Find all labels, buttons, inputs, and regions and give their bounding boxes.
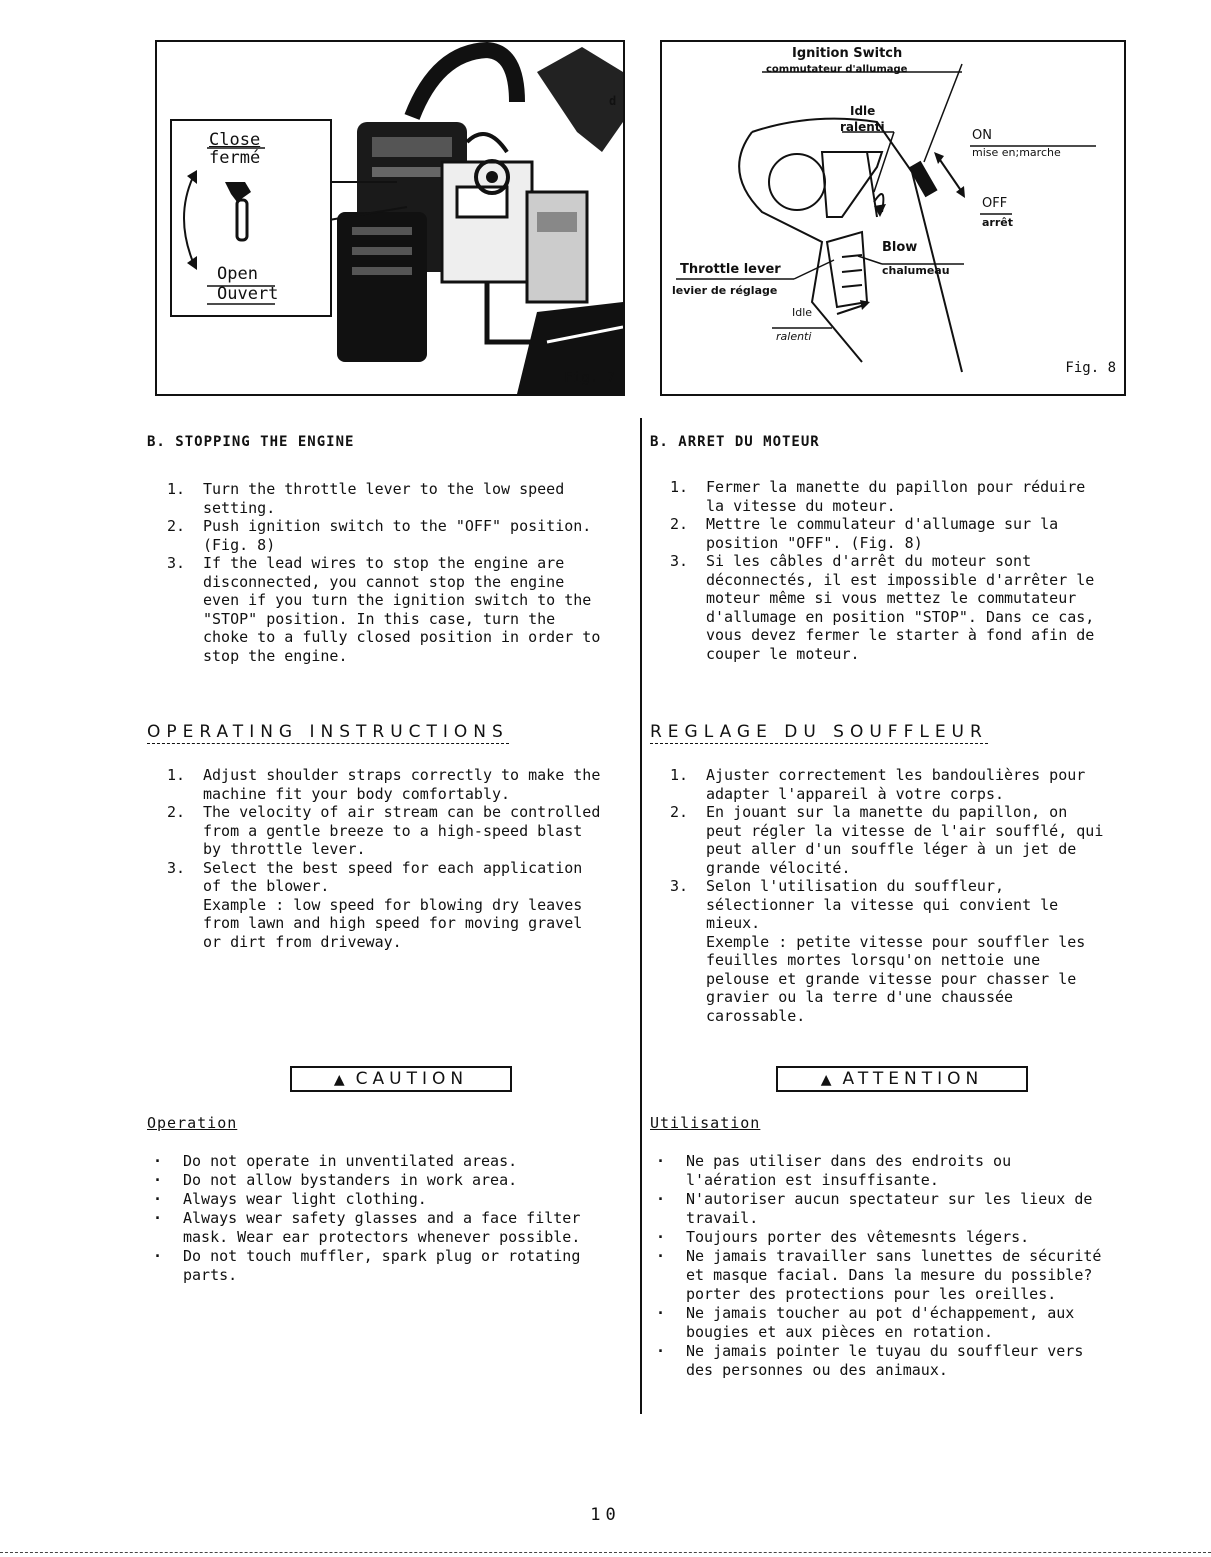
step-number: 3. xyxy=(670,552,689,570)
fr-caution-label: ATTENTION xyxy=(842,1069,984,1089)
fig8-off-en: OFF xyxy=(982,196,1008,211)
figure-8-illustration xyxy=(662,42,1124,394)
step-text: En jouant sur la manette du papillon, on peut régler la vitesse de l'air soufflé, qui peut aller d'un souffle léger à un jet de grande vélocité. xyxy=(706,803,1104,877)
fig7-ferme-label: fermé xyxy=(209,148,261,168)
bullet-item: · Ne jamais toucher au pot d'échappement, aux bougies et aux pièces en rotation. xyxy=(650,1304,1180,1342)
step-item xyxy=(147,859,637,952)
fig8-idle-top-en: Idle xyxy=(850,104,876,118)
fr-operation-bullets xyxy=(650,1152,1180,1380)
fr-operating-steps xyxy=(650,766,1170,1025)
fig8-throttle-en: Throttle lever xyxy=(680,262,781,277)
step-item xyxy=(147,554,637,665)
fr-operating-heading xyxy=(650,722,988,744)
fig8-blow-fr: chalumeau xyxy=(882,264,950,277)
warning-triangle-icon: ▲ xyxy=(333,1072,350,1088)
step-item xyxy=(650,877,1170,1025)
bullet-item: · Always wear light clothing. xyxy=(147,1190,637,1209)
step-text: Turn the throttle lever to the low speed setting. xyxy=(203,480,565,517)
step-item xyxy=(650,552,1170,663)
en-caution-box xyxy=(290,1066,512,1092)
page-number: 10 xyxy=(590,1505,621,1525)
bullet-item: · Ne jamais travailler sans lunettes de sécurité et masque facial. Dans la mesure du possible? porter des protections pour les oreilles. xyxy=(650,1247,1180,1304)
step-text: The velocity of air stream can be controlled from a gentle breeze to a high-speed blast by throttle lever. xyxy=(203,803,601,858)
fig8-off-fr: arrêt xyxy=(982,216,1013,229)
figure-7 xyxy=(155,40,625,396)
bullet-item: · Do not operate in unventilated areas. xyxy=(147,1152,637,1171)
bullet-item: · Ne pas utiliser dans des endroits ou l'aération est insuffisante. xyxy=(650,1152,1180,1190)
warning-triangle-icon: ▲ xyxy=(820,1072,837,1088)
step-number: 2. xyxy=(167,517,186,535)
en-stopping-steps xyxy=(147,480,637,665)
fig8-on-fr: mise en;marche xyxy=(972,146,1061,159)
step-item xyxy=(147,480,637,517)
bullet-item: · Toujours porter des vêtemesnts légers. xyxy=(650,1228,1180,1247)
step-item xyxy=(650,478,1170,515)
en-operating-title: OPERATING INSTRUCTIONS xyxy=(147,722,509,742)
fig8-idle-bottom-fr: ralenti xyxy=(776,330,812,343)
step-number: 1. xyxy=(167,480,186,498)
step-text: Fermer la manette du papillon pour réduire la vitesse du moteur. xyxy=(706,478,1086,515)
bullet-item: · N'autoriser aucun spectateur sur les lieux de travail. xyxy=(650,1190,1180,1228)
en-operating-steps xyxy=(147,766,637,951)
fig8-caption: Fig. 8 xyxy=(1065,360,1116,376)
fig8-idle-bottom-en: Idle xyxy=(792,306,813,319)
fig8-blow-en: Blow xyxy=(882,240,918,255)
en-operation-bullets xyxy=(147,1152,637,1285)
step-item xyxy=(147,517,637,554)
fig7-caption: Fig. 7 xyxy=(564,370,615,386)
step-text: Si les câbles d'arrêt du moteur sont déconnectés, il est impossible d'arrêter le moteur même si vous mettez le commutateur d'allumage en position "STOP". Dans ce cas, vous devez fermer le starter à fond afin de couper le moteur. xyxy=(706,552,1095,663)
figure-8 xyxy=(660,40,1126,396)
step-text: If the lead wires to stop the engine are disconnected, you cannot stop the engine even if you turn the ignition switch to the "STOP" position. In this case, turn the choke to a fully closed position in order to stop the engine. xyxy=(203,554,601,665)
bullet-item: · Do not allow bystanders in work area. xyxy=(147,1171,637,1190)
fr-operating-title: REGLAGE DU SOUFFLEUR xyxy=(650,722,988,742)
fig8-throttle-fr: levier de réglage xyxy=(672,284,778,297)
en-caution-label: CAUTION xyxy=(355,1069,469,1089)
step-item xyxy=(650,515,1170,552)
step-text: Adjust shoulder straps correctly to make the machine fit your body comfortably. xyxy=(203,766,601,803)
fig7-close-label: Close xyxy=(209,130,261,150)
step-number: 1. xyxy=(670,766,689,784)
step-number: 1. xyxy=(670,478,689,496)
step-number: 1. xyxy=(167,766,186,784)
fig7-ouvert-label: Ouvert xyxy=(217,284,279,304)
fig8-on-en: ON xyxy=(972,128,992,143)
fr-operation-title: Utilisation xyxy=(650,1114,761,1132)
fr-caution-box xyxy=(776,1066,1028,1092)
fig7-corner-mark: d xyxy=(609,94,617,108)
en-operation-title: Operation xyxy=(147,1114,238,1132)
step-item xyxy=(147,803,637,859)
fr-stopping-title: B. ARRET DU MOTEUR xyxy=(650,434,820,450)
bullet-item: · Always wear safety glasses and a face filter mask. Wear ear protectors whenever possible. xyxy=(147,1209,637,1247)
bottom-rule xyxy=(0,1552,1211,1553)
step-item xyxy=(650,803,1170,877)
step-number: 2. xyxy=(670,803,689,821)
step-text: Select the best speed for each application of the blower. Example : low speed for blowing dry leaves from lawn and high speed for moving gravel or dirt from driveway. xyxy=(203,858,583,951)
fig8-ignition-en: Ignition Switch xyxy=(792,46,903,61)
step-item xyxy=(650,766,1170,803)
fig8-ignition-fr: commutateur d'allumage xyxy=(766,64,908,75)
step-text: Selon l'utilisation du souffleur, sélectionner la vitesse qui convient le mieux. Exemple : petite vitesse pour souffler les feuilles mortes lorsqu'on nettoie une pelouse et grande vitesse pour chasser le gravier ou la terre d'une chaussée carossable. xyxy=(706,877,1086,1025)
column-divider xyxy=(640,418,642,1414)
step-item xyxy=(147,766,637,803)
step-number: 2. xyxy=(167,803,186,821)
step-text: Mettre le commulateur d'allumage sur la position "OFF". (Fig. 8) xyxy=(706,515,1059,552)
fig8-idle-top-fr: ralenti xyxy=(840,120,885,134)
bullet-item: · Do not touch muffler, spark plug or rotating parts. xyxy=(147,1247,637,1285)
step-number: 2. xyxy=(670,515,689,533)
figure-7-illustration xyxy=(157,42,623,394)
bullet-item: · Ne jamais pointer le tuyau du souffleur vers des personnes ou des animaux. xyxy=(650,1342,1180,1380)
step-number: 3. xyxy=(670,877,689,895)
en-stopping-title: B. STOPPING THE ENGINE xyxy=(147,434,355,450)
fr-stopping-steps xyxy=(650,478,1170,663)
step-text: Ajuster correctement les bandoulières pour adapter l'appareil à votre corps. xyxy=(706,766,1086,803)
fig7-open-label: Open xyxy=(217,264,258,284)
step-text: Push ignition switch to the "OFF" position. (Fig. 8) xyxy=(203,517,592,554)
step-number: 3. xyxy=(167,554,186,572)
step-number: 3. xyxy=(167,858,186,877)
en-operating-heading xyxy=(147,722,509,744)
